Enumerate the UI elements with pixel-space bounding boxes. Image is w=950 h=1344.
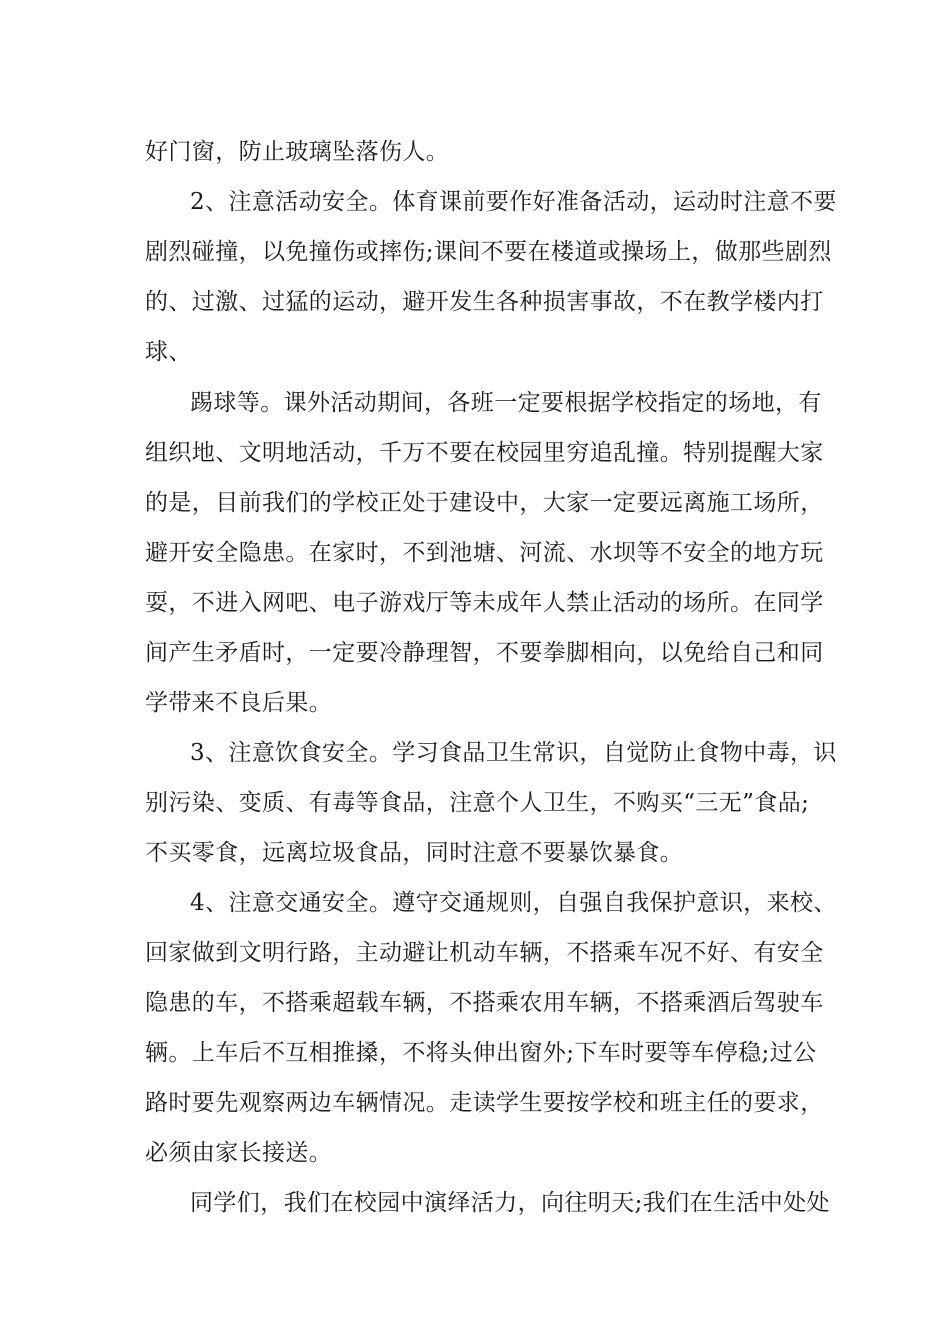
text-line: 组织地、文明地活动，千万不要在校园里穷追乱撞。特别提醒大家 (145, 440, 824, 466)
text-line: 回家做到文明行路，主动避让机动车辆，不搭乘车况不好、有安全 (145, 940, 824, 966)
text-line: 别污染、变质、有毒等食品，注意个人卫生，不购买“三无”食品; (145, 790, 810, 816)
text-line: 学带来不良后果。 (145, 690, 333, 716)
paragraph-2-start: 2、注意活动安全。体育课前要作好准备活动，运动时注意不要 (190, 189, 837, 215)
text-line: 避开安全隐患。在家时，不到池塘、河流、水坝等不安全的地方玩 (145, 540, 824, 566)
paragraph-closing-start: 同学们，我们在校园中演绎活力，向往明天;我们在生活中处处 (190, 1190, 830, 1216)
text-line: 球、 (145, 339, 192, 365)
text-line: 不买零食，远离垃圾食品，同时注意不要暴饮暴食。 (145, 840, 684, 866)
text-line: 辆。上车后不互相推搡，不将头伸出窗外;下车时要等车停稳;过公 (145, 1040, 817, 1066)
text-line: 耍，不进入网吧、电子游戏厅等未成年人禁止活动的场所。在同学 (145, 590, 824, 616)
paragraph-3-start: 3、注意饮食安全。学习食品卫生常识，自觉防止食物中毒，识 (190, 740, 837, 766)
paragraph-4-start: 4、注意交通安全。遵守交通规则，自强自我保护意识，来校、 (190, 890, 837, 916)
paragraph-continuation-start: 踢球等。课外活动期间，各班一定要根据学校指定的场地，有 (190, 390, 822, 416)
text-line: 间产生矛盾时，一定要冷静理智，不要拳脚相向，以免给自己和同 (145, 640, 824, 666)
text-line: 剧烈碰撞，以免撞伤或摔伤;课间不要在楼道或操场上，做那些剧烈 (145, 239, 832, 265)
text-line: 好门窗，防止玻璃坠落伤人。 (145, 139, 450, 165)
text-line: 必须由家长接送。 (145, 1140, 333, 1166)
text-line: 的是，目前我们的学校正处于建设中，大家一定要远离施工场所， (145, 490, 824, 516)
text-line: 的、过激、过猛的运动，避开发生各种损害事故，不在教学楼内打 (145, 289, 824, 315)
text-line: 隐患的车，不搭乘超载车辆，不搭乘农用车辆，不搭乘酒后驾驶车 (145, 990, 824, 1016)
text-line: 路时要先观察两边车辆情况。走读学生要按学校和班主任的要求， (145, 1090, 824, 1116)
